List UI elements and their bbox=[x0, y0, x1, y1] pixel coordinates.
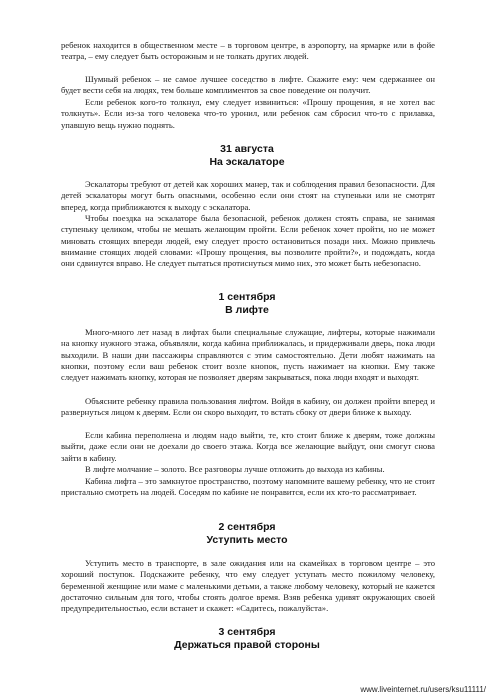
section-title: На эскалаторе bbox=[209, 156, 285, 168]
section-title: Уступить место bbox=[206, 534, 288, 546]
section-date: 2 сентября bbox=[218, 521, 276, 533]
paragraph: Много-много лет назад в лифтах были специальные служащие, лифтеры, которые нажимали на кнопку нужного этажа, объявляли, когда кабина приближалась, и придерживали дверь, пока люди выходили. В наши дни пассажиры справляются с этим самостоятельно. Дети любят нажимать на кнопки, поэтому если ваш ребенок стоит возле кнопок, пусть нажимает на кнопки. Ему также следует нажимать кнопку, которая не позволяет дверям закрываться, пока люди входят и выходят. bbox=[61, 327, 435, 383]
section-date: 31 августа bbox=[220, 143, 274, 155]
paragraph: В лифте молчание – золото. Все разговоры лучше отложить до выхода из кабины. bbox=[85, 464, 385, 474]
paragraph: ребенок находится в общественном месте – в торговом центре, в аэропорту, на ярмарке или в фойе театра, – ему следует быть осторожным и не толкать других людей. bbox=[61, 40, 435, 62]
paragraph: Кабина лифта – это замкнутое пространство, поэтому напомните вашему ребенку, что не стоит пристально смотреть на людей. Соседям по кабине не понравится, если их кто-то рассматривает. bbox=[61, 476, 435, 498]
paragraph: Чтобы поездка на эскалаторе была безопасной, ребенок должен стоять справа, не занимая ступеньку целиком, чтобы не мешать желающим пройти. Если ребенок хочет пройти, но не может миновать стоящих впереди людей, ему следует просто остановиться позади них. Можно привлечь внимание стоящих людей словами: «Прошу прощения, вы позволите пройти?», и подождать, когда они сдвинутся вправо. Не следует пытаться протиснуться мимо них, это может быть небезопасно. bbox=[61, 213, 435, 269]
paragraph: Шумный ребенок – не самое лучшее соседство в лифте. Скажите ему: чем сдержаннее он будет вести себя на людях, тем больше комплиментов за свое поведение он получит. bbox=[61, 74, 435, 96]
source-url: www.liveinternet.ru/users/ksu11111/ bbox=[360, 685, 486, 694]
section-title: В лифте bbox=[225, 304, 269, 316]
paragraph: Уступить место в транспорте, в зале ожидания или на скамейках в торговом центре – это хороший поступок. Подскажите ребенку, что ему следует уступать место пожилому человеку, беременной женщине или маме с маленькими детьми, а также любому человеку, который не кажется достаточно сильным для того, чтобы стоять долгое время. Взяв ребенка удивят окружающих своей предупредительностью, если встанет и скажет: «Садитесь, пожалуйста». bbox=[61, 558, 435, 614]
paragraph: Если ребенок кого-то толкнул, ему следует извиниться: «Прошу прощения, я не хотел вас толкнуть». Если из-за того человека что-то уронил, или ребенок сам сбросил что-то с прилавка, упавшую вещь нужно поднять. bbox=[61, 97, 435, 130]
section-date: 3 сентября bbox=[218, 626, 276, 638]
section-date: 1 сентября bbox=[218, 291, 276, 303]
paragraph: Если кабина переполнена и людям надо выйти, те, кто стоит ближе к дверям, тоже должны выйти, даже если они не доехали до своего этажа. Когда все желающие выйдут, они смогут снова зайти в кабину. bbox=[61, 430, 435, 463]
paragraph: Объясните ребенку правила пользования лифтом. Войдя в кабину, он должен пройти вперед и развернуться лицом к дверям. Если он скоро выходит, то встать сбоку от двери ближе к выходу. bbox=[61, 396, 435, 418]
paragraph: Эскалаторы требуют от детей как хороших манер, так и соблюдения правил безопасности. Для детей эскалаторы могут быть опасными, особенно если они стоят на ступеньки или не смотрят вперед, когда приближаются к выходу с эскалатора. bbox=[61, 179, 435, 212]
section-title: Держаться правой стороны bbox=[174, 639, 320, 651]
